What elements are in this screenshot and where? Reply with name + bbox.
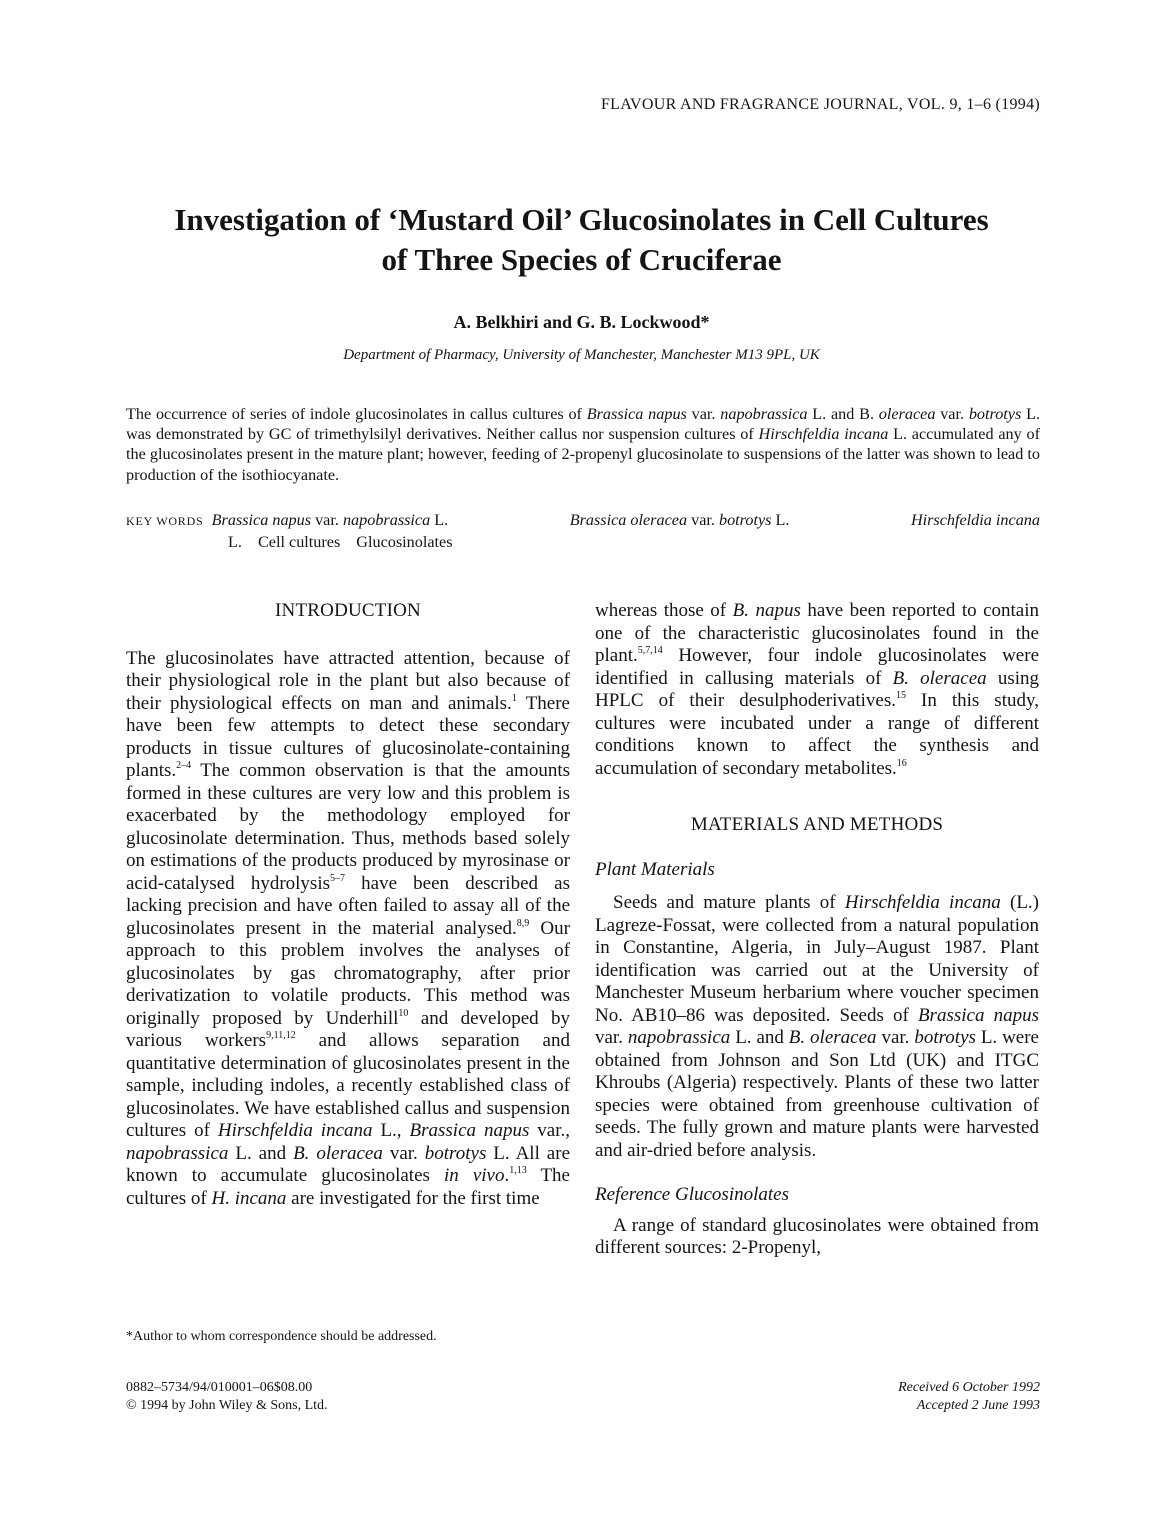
copyright-block bbox=[126, 1379, 526, 1415]
section-heading-introduction: INTRODUCTION bbox=[275, 600, 421, 621]
abstract-species: Hirschfeldia incana bbox=[758, 425, 889, 444]
abstract-text: The occurrence of series of indole glucosinolates in callus cultures of bbox=[126, 405, 587, 423]
body-text: and developed by various workers bbox=[126, 1007, 570, 1051]
body-text: L., bbox=[372, 1120, 410, 1141]
keyword: L. bbox=[430, 511, 449, 529]
body-text: There have been few attempts to detect these secondary products in tissue cultures of glucosinolate-containing plants. bbox=[126, 692, 570, 781]
body-text: have been described as lacking precision and have often failed to assay all of the glucosinolates present in the material analysed. bbox=[126, 872, 570, 939]
species-name: Brassica napus bbox=[409, 1120, 530, 1141]
citation: 8,9 bbox=[516, 917, 530, 929]
species-name: B. oleracea bbox=[892, 667, 987, 689]
body-text: Our approach to this problem involves the analyses of glucosinolates by gas chromatography, after prior derivatization to volatile products. This method was originally proposed by Underhill bbox=[126, 917, 570, 1029]
abstract bbox=[126, 404, 1040, 485]
citation: 1 bbox=[511, 692, 517, 704]
right-column bbox=[595, 600, 1039, 1260]
keyword: botrotys bbox=[718, 511, 772, 529]
authors: A. Belkhiri and G. B. Lockwood* bbox=[453, 312, 710, 332]
species-name: Brassica napus bbox=[917, 1004, 1039, 1026]
body-text: are investigated for the first time bbox=[286, 1187, 540, 1209]
body-text: whereas those of bbox=[595, 600, 733, 621]
species-name: napobrassica bbox=[627, 1027, 731, 1048]
copyright: © 1994 by John Wiley & Sons, Ltd. bbox=[126, 1398, 328, 1413]
species-name: Hirschfeldia incana bbox=[217, 1120, 373, 1141]
abstract-text: L. was demonstrated by GC of trimethylsilyl derivatives. Neither callus nor suspension cultures of bbox=[126, 405, 1040, 444]
keyword: var. bbox=[311, 511, 343, 529]
abstract-species: napobrassica bbox=[720, 405, 808, 423]
subheading-reference-glucosinolates: Reference Glucosinolates bbox=[595, 1184, 789, 1205]
paper-title bbox=[100, 200, 1063, 280]
affiliation: Department of Pharmacy, University of Manchester, Manchester M13 9PL, UK bbox=[343, 347, 820, 363]
body-text: var. bbox=[595, 1027, 628, 1048]
body-text: L. were obtained from Johnson and Son Ltd (UK) and ITGC Khroubs (Algeria) respectively. Plants of these two latter species were obtained from greenhouse cultivation of seeds. The fully grown and mature plants were harvested and air-dried before analysis. bbox=[595, 1027, 1039, 1161]
keyword: Hirschfeldia incana bbox=[910, 511, 1040, 529]
keyword: L. bbox=[228, 533, 242, 551]
subheading-plant-materials: Plant Materials bbox=[595, 858, 715, 880]
body-text: Seeds and mature plants of bbox=[613, 892, 845, 913]
keyword: Brassica napus bbox=[211, 511, 312, 529]
journal-header: FLAVOUR AND FRAGRANCE JOURNAL, VOL. 9, 1–6 (1994) bbox=[600, 96, 1040, 113]
body-text: The common observation is that the amounts formed in these cultures are very low and this problem is exacerbated by the methodology employed for glucosinolate determination. Thus, methods based solely on estimations of the products produced by myrosinase or acid-catalysed hydrolysis bbox=[126, 760, 570, 894]
introduction-paragraph bbox=[126, 648, 570, 1211]
section-heading-methods: MATERIALS AND METHODS bbox=[690, 814, 944, 835]
plant-materials-paragraph bbox=[595, 892, 1039, 1162]
keyword: Cell cultures bbox=[257, 533, 341, 551]
dates-block bbox=[740, 1379, 1040, 1415]
body-text: In this study, cultures were incubated under a range of different conditions known to affect the synthesis and accumulation of secondary metabolites. bbox=[595, 690, 1039, 779]
body-text: (L.) Lagreze-Fossat, were collected from a natural population in Constantine, Algeria, in July–August 1987. Plant identification was carried out at the University of Manchester Museum herbarium where voucher specimen No. AB10–86 was deposited. Seeds of bbox=[595, 892, 1039, 1026]
accepted-date: Accepted 2 June 1993 bbox=[916, 1398, 1040, 1413]
citation: 9,11,12 bbox=[266, 1030, 296, 1041]
species-name: botrotys bbox=[424, 1142, 487, 1164]
issn-code: 0882–5734/94/010001–06$08.00 bbox=[126, 1380, 313, 1395]
abstract-species: oleracea bbox=[878, 405, 936, 423]
species-name: B. oleracea bbox=[788, 1027, 877, 1048]
species-name: botrotys bbox=[914, 1027, 976, 1048]
body-text: var., bbox=[529, 1120, 571, 1141]
keywords bbox=[126, 510, 1040, 553]
abstract-text: var. bbox=[935, 405, 969, 423]
body-text: and allows separation and quantitative determination of glucosinolates present in the sample, including indoles, a recently established class of glucosinolates. We have established callus and suspension cultures of bbox=[126, 1030, 570, 1141]
keyword: var. bbox=[687, 511, 719, 529]
title-line-1: Investigation of ‘Mustard Oil’ Glucosinolates in Cell Cultures bbox=[174, 202, 989, 237]
abstract-text: var. bbox=[686, 405, 721, 423]
citation: 5,7,14 bbox=[637, 645, 663, 656]
citation: 2–4 bbox=[176, 760, 192, 771]
body-text: . bbox=[504, 1165, 510, 1186]
reference-glucosinolates-paragraph: A range of standard glucosinolates were obtained from different sources: 2-Propenyl, bbox=[595, 1214, 1039, 1258]
body-text: However, four indole glucosinolates were identified in callusing materials of bbox=[595, 645, 1039, 689]
body-text: var. bbox=[382, 1142, 425, 1164]
citation: 1,13 bbox=[509, 1165, 527, 1176]
footnote: *Author to whom correspondence should be addressed. bbox=[126, 1329, 437, 1344]
body-text: The cultures of bbox=[126, 1165, 570, 1209]
species-name: B. oleracea bbox=[293, 1142, 383, 1164]
abstract-text: L. and B. bbox=[807, 405, 879, 423]
body-text: L. All are known to accumulate glucosinolates bbox=[126, 1142, 571, 1186]
body-text: using HPLC of their desulphoderivatives. bbox=[595, 667, 1040, 711]
citation: 10 bbox=[398, 1007, 409, 1019]
citation: 15 bbox=[895, 690, 906, 701]
received-date: Received 6 October 1992 bbox=[898, 1380, 1040, 1395]
abstract-species: Brassica napus bbox=[586, 405, 687, 423]
body-text: The glucosinolates have attracted attention, because of their physiological role in the plant but also because of their physiological effects on man and animals. bbox=[126, 647, 570, 714]
latin-term: in vivo bbox=[443, 1165, 505, 1186]
citation: 5–7 bbox=[330, 872, 345, 884]
left-column bbox=[126, 600, 570, 1210]
species-name: H. incana bbox=[211, 1187, 287, 1209]
citation: 16 bbox=[896, 757, 907, 769]
keyword: L. bbox=[771, 511, 790, 529]
keyword: napobrassica bbox=[342, 511, 431, 529]
keyword: Glucosinolates bbox=[356, 533, 453, 551]
body-text: var. bbox=[876, 1027, 915, 1048]
species-name: B. napus bbox=[732, 600, 801, 621]
body-text: have been reported to contain one of the characteristic glucosinolates found in the plant. bbox=[595, 600, 1039, 666]
body-text: L. and bbox=[228, 1142, 294, 1164]
species-name: napobrassica bbox=[126, 1142, 229, 1164]
abstract-text: L. accumulated any of the glucosinolates present in the mature plant; however, feeding of 2-propenyl glucosinolate to suspensions of the latter was shown to lead to production of the isothiocyanate. bbox=[126, 425, 1040, 484]
title-line-2: of Three Species of Cruciferae bbox=[381, 242, 782, 277]
keywords-label: KEY WORDS bbox=[126, 514, 204, 528]
keyword: Brassica oleracea bbox=[569, 511, 688, 529]
body-text: L. and bbox=[730, 1027, 789, 1048]
introduction-continued bbox=[595, 600, 1039, 780]
abstract-species: botrotys bbox=[968, 405, 1022, 423]
species-name: Hirschfeldia incana bbox=[844, 892, 1001, 913]
